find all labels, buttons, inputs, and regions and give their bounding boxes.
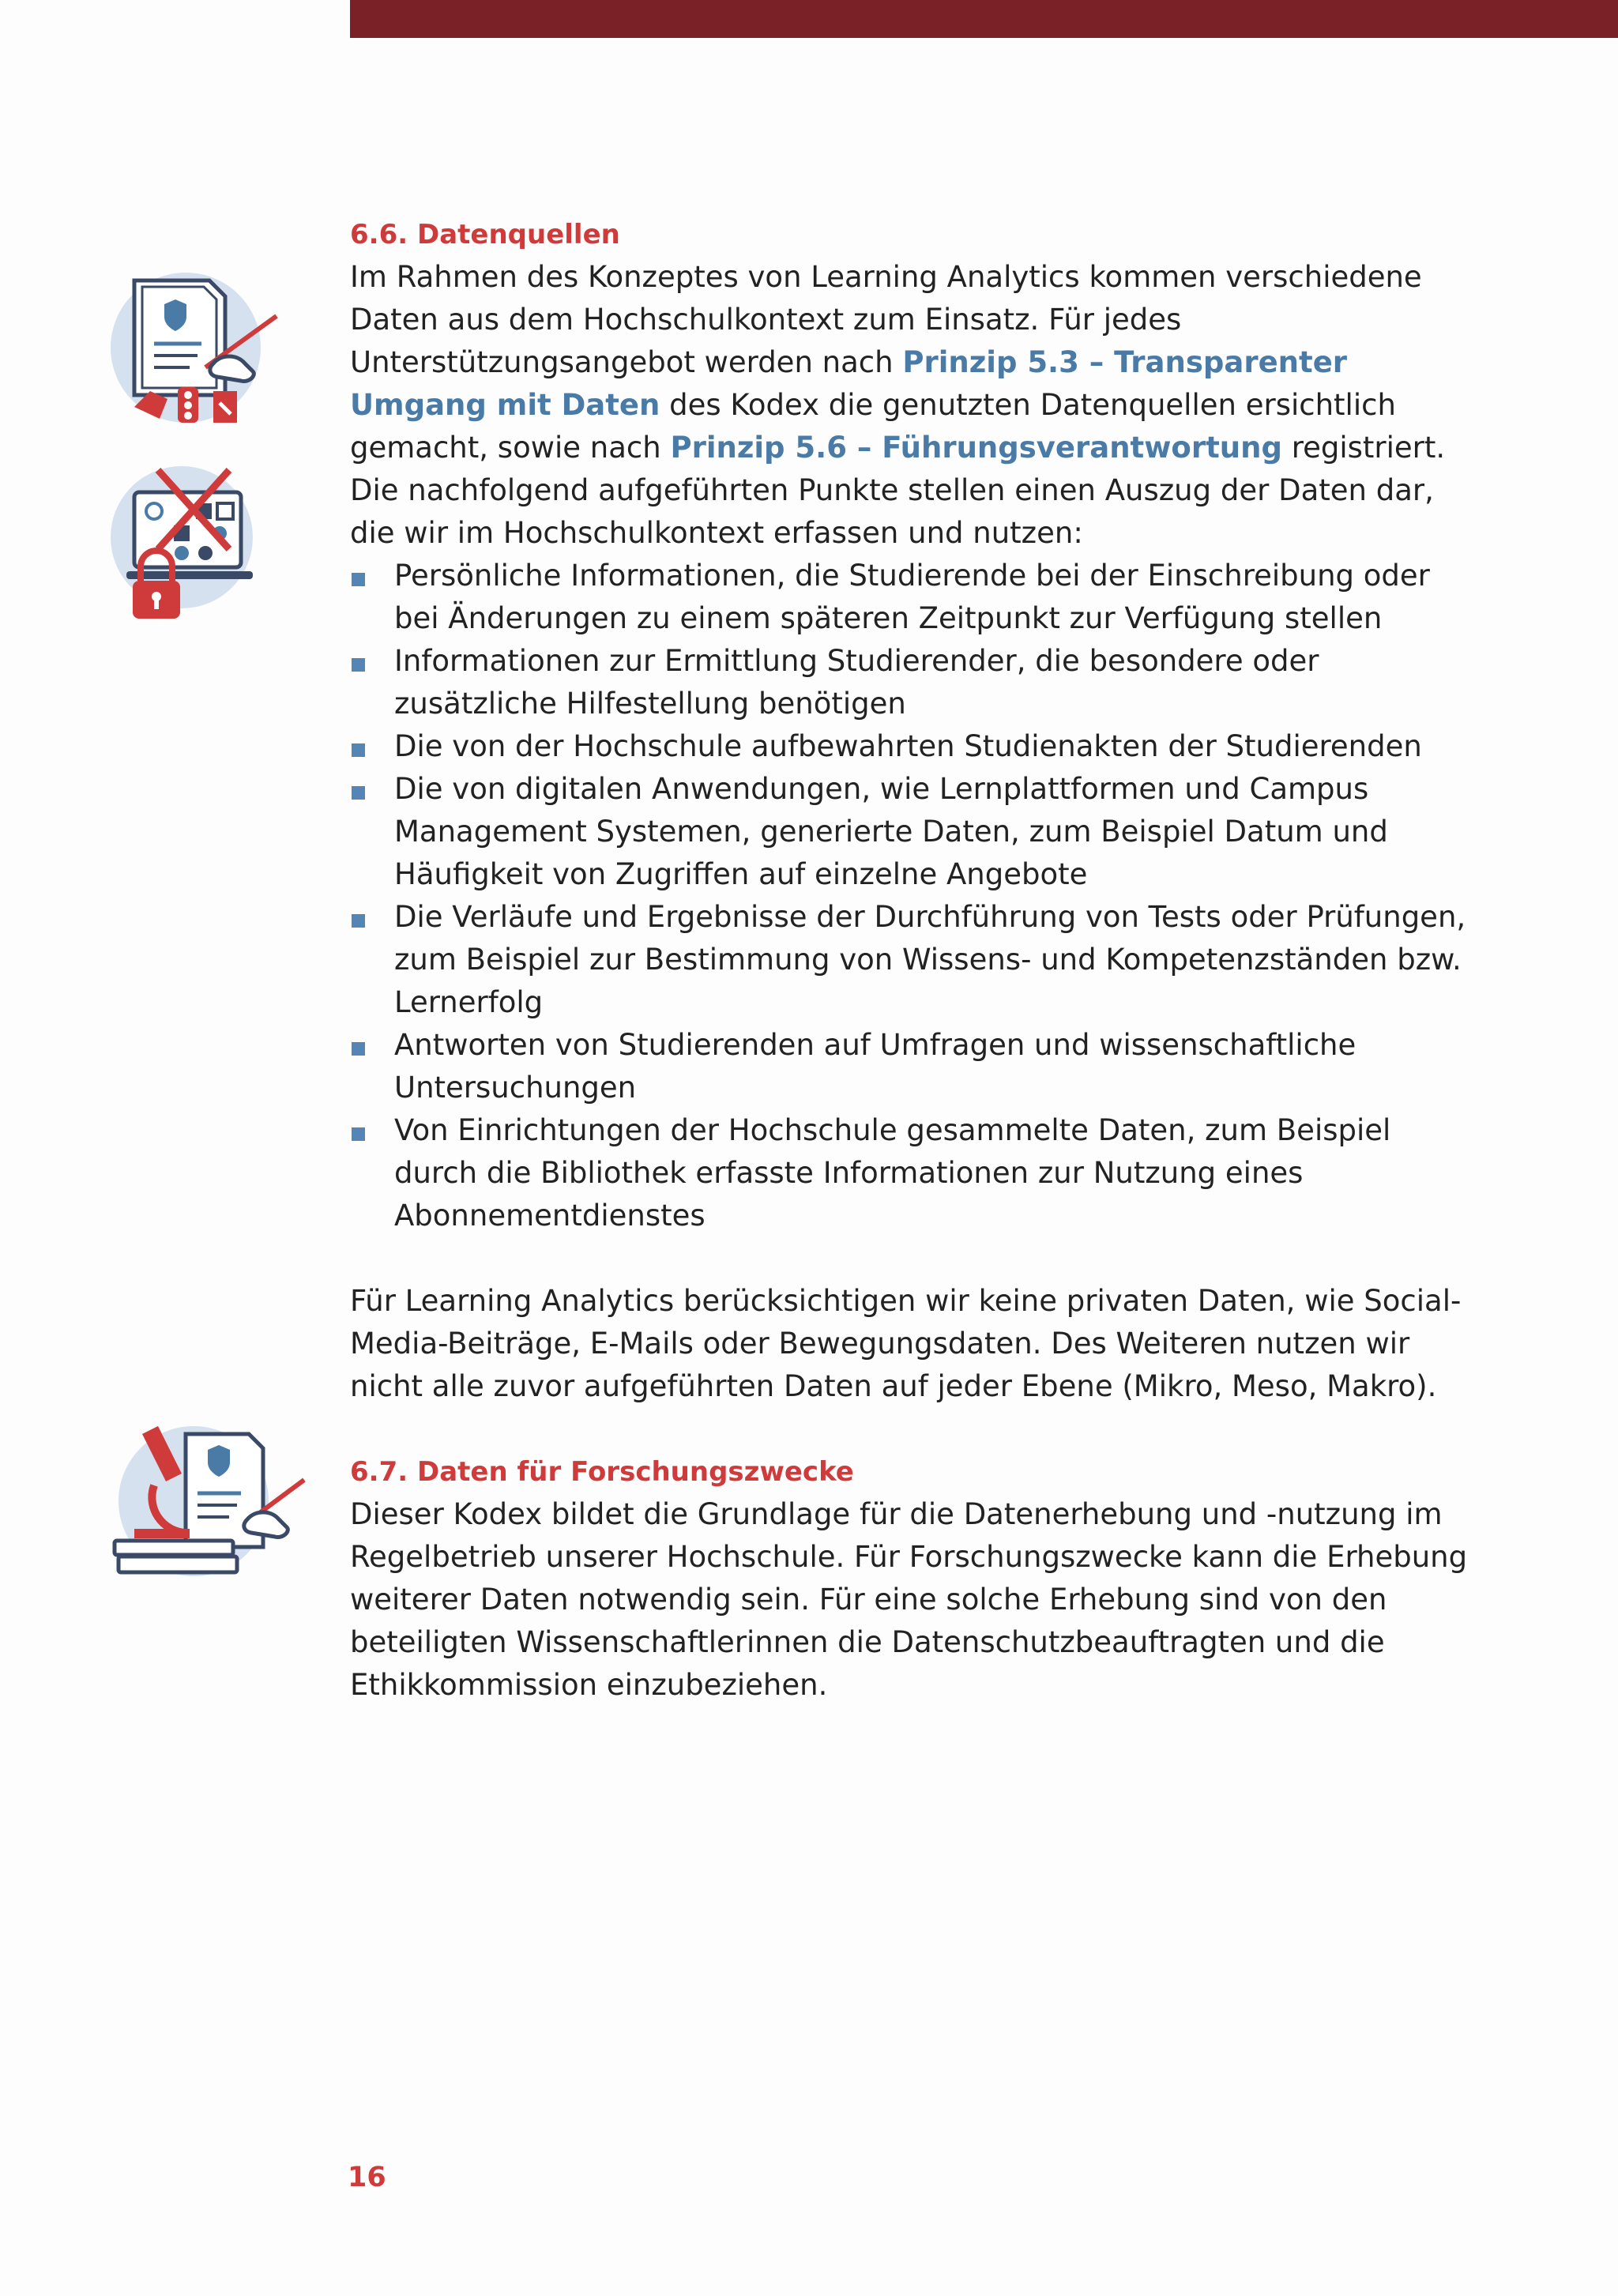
- intro-text-3: registriert. Die nachfolgend aufgeführten Punkte stellen einen Auszug der Daten dar, die wir im Hochschulkontext erfassen und nutzen:: [350, 431, 1446, 550]
- list-item: Die von der Hochschule aufbewahrten Studienakten der Studierenden: [350, 725, 1480, 768]
- list-item: Von Einrichtungen der Hochschule gesammelte Daten, zum Beispiel durch die Bibliothek erfasste Informationen zur Nutzung eines Abonnementdienstes: [350, 1109, 1480, 1237]
- main-content: [350, 213, 1480, 1707]
- document-signature-icon: [103, 265, 292, 435]
- list-item: Informationen zur Ermittlung Studierender, die besondere oder zusätzliche Hilfestellung benötigen: [350, 640, 1480, 725]
- list-item: Antworten von Studierenden auf Umfragen und wissenschaftliche Untersuchungen: [350, 1024, 1480, 1109]
- section-6-6-intro: [350, 256, 1480, 555]
- list-item: Persönliche Informationen, die Studierende bei der Einschreibung oder bei Änderungen zu einem späteren Zeitpunkt zur Verfügung stellen: [350, 555, 1480, 640]
- section-6-7-text: Dieser Kodex bildet die Grundlage für die Datenerhebung und -nutzung im Regelbetrieb unserer Hochschule. Für Forschungszwecke kann die Erhebung weiterer Daten notwendig sein. Für eine solche Erhebung sind von den beteiligten Wissenschaftlerinnen die Datenschutzbeauftragten und die Ethikkommission einzubeziehen.: [350, 1497, 1468, 1702]
- list-item: Die Verläufe und Ergebnisse der Durchführung von Tests oder Prüfungen, zum Beispiel zur Bestimmung von Wissens- und Kompetenzständen bzw. Lernerfolg: [350, 896, 1480, 1024]
- page-number: 16: [348, 2162, 386, 2193]
- intro-text-1: Im Rahmen des Konzeptes von Learning Analytics kommen verschiedene Daten aus dem Hochschulkontext zum Einsatz. Für jedes Unterstützungsangebot werden nach: [350, 260, 1422, 379]
- section-6-7-heading: 6.7. Daten für Forschungszwecke: [350, 1456, 854, 1488]
- data-source-list: [350, 555, 1480, 1237]
- section-6-6-closing: Für Learning Analytics berücksichtigen wir keine privaten Daten, wie Social-Media-Beiträge, E-Mails oder Bewegungsdaten. Des Weiteren nutzen wir nicht alle zuvor aufgeführten Daten auf jeder Ebene (Mikro, Meso, Makro).: [350, 1284, 1462, 1403]
- top-bar: [350, 0, 1618, 38]
- principle-5-6-link[interactable]: Prinzip 5.6 – Führungsverantwortung: [670, 431, 1282, 465]
- principle-5-3-link[interactable]: Prinzip 5.3 – Transparenter Umgang mit Daten: [350, 345, 1348, 422]
- list-item: Die von digitalen Anwendungen, wie Lernplattformen und Campus Management Systemen, generierte Daten, zum Beispiel Datum und Häufigkeit von Zugriffen auf einzelne Angebote: [350, 768, 1480, 896]
- section-6-6-heading: 6.6. Datenquellen: [350, 219, 620, 250]
- social-media-blocked-icon: [103, 462, 277, 628]
- intro-text-2: des Kodex die genutzten Datenquellen ersichtlich gemacht, sowie nach: [350, 388, 1396, 465]
- research-microscope-icon: [107, 1418, 312, 1584]
